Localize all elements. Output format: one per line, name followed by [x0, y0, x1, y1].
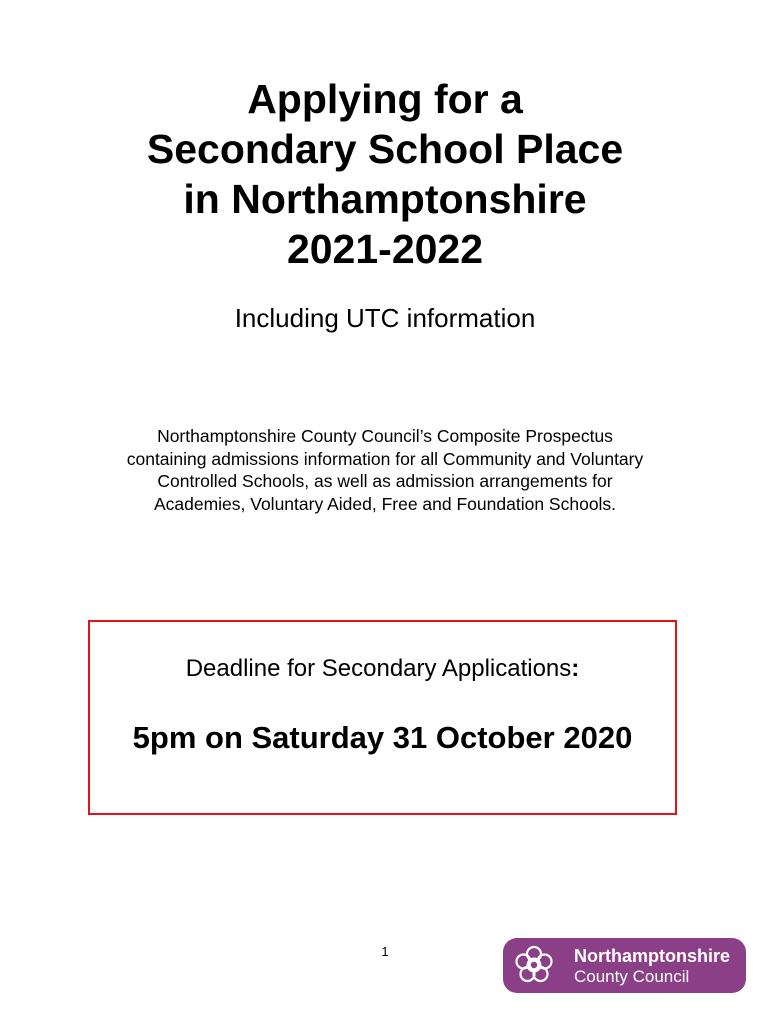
deadline-label-colon: : [571, 655, 580, 682]
deadline-label [90, 652, 675, 686]
council-logo [503, 938, 746, 993]
description-line: Controlled Schools, as well as admission arrangements for [157, 471, 613, 491]
description-line: Northamptonshire County Council’s Composite Prospectus [157, 426, 613, 446]
description-line: containing admissions information for all Community and Voluntary [126, 448, 644, 469]
deadline-box [88, 620, 677, 815]
description-line: Academies, Voluntary Aided, Free and Foundation Schools. [153, 493, 617, 514]
logo-text-line1: Northamptonshire [574, 946, 731, 966]
title-line: Secondary School Place [146, 126, 624, 172]
description [0, 425, 770, 515]
document-title [0, 74, 770, 274]
title-line: 2021-2022 [286, 226, 484, 272]
title-line: Applying for a [247, 76, 523, 122]
deadline-label-text: Deadline for Secondary Applications [185, 655, 572, 682]
page-number: 1 [381, 944, 389, 959]
deadline-date: 5pm on Saturday 31 October 2020 [132, 720, 633, 755]
logo-text-line2: County Council [574, 967, 690, 986]
rose-emblem-icon [512, 943, 556, 987]
title-line: in Northamptonshire [183, 176, 587, 222]
subtitle: Including UTC information [234, 303, 536, 333]
